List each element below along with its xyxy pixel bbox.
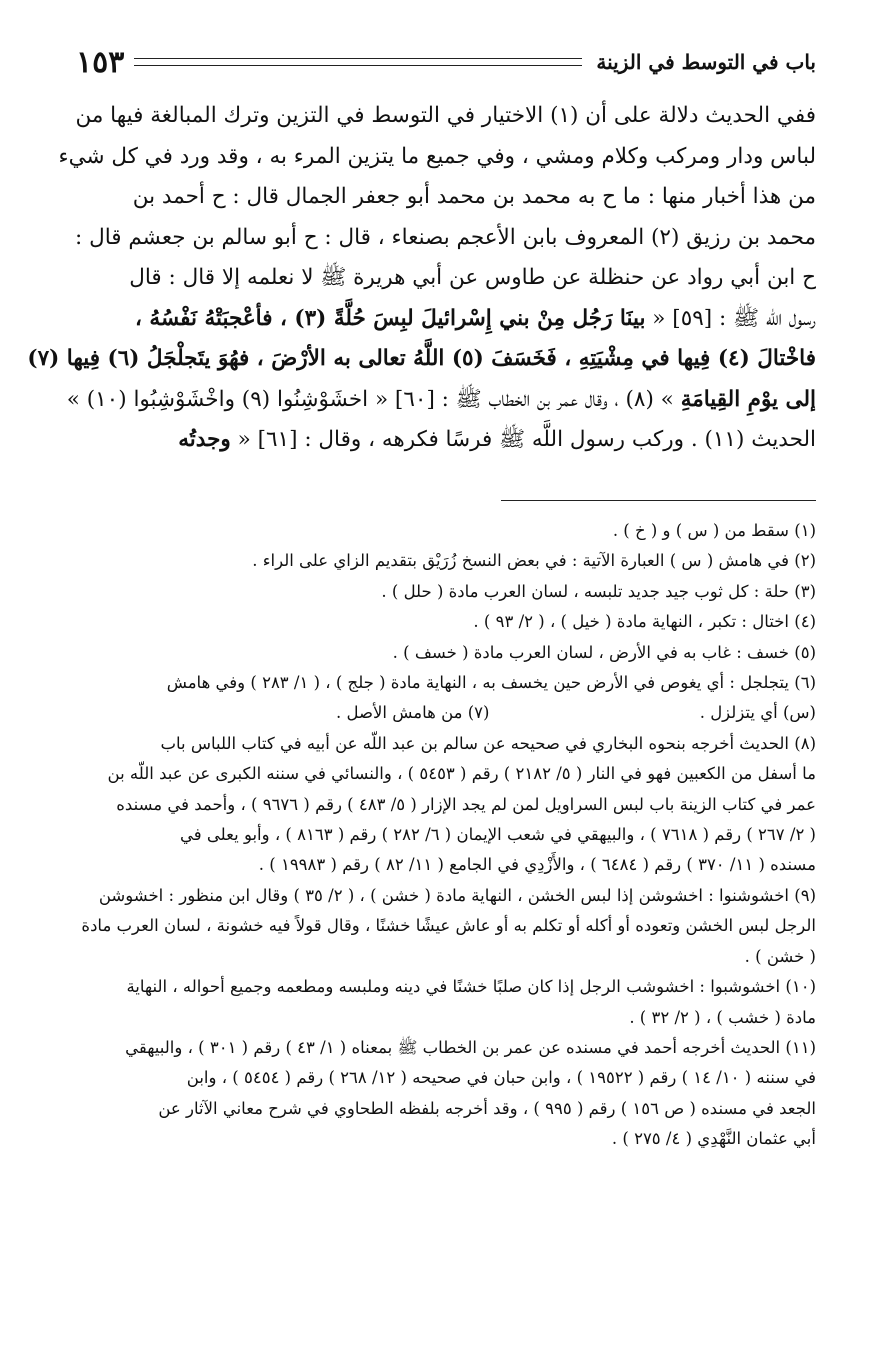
text-run: » (٨) ، وقال عمر بن الخطاب ﷺ : [٦٠] « اخشَوْشِنُوا (٩) واخْشَوْشِبُوا (١٠) » <box>66 386 674 412</box>
footnote-line: الرجل لبس الخشن وتعوده أو أكله أو تكلم به أو عاش عيشًا خشنًا ، وقال قولاً فيه خشونة ، لسان العرب مادة <box>81 916 816 936</box>
hadith-text: إلى يوْمِ القِيامَةِ <box>680 386 816 412</box>
footnote-line: (٦) يتجلجل : أي يغوص في الأرض حين يخسف به ، النهاية مادة ( جلج ) ، ( ١/ ٢٨٣ ) وفي هامش <box>166 673 816 693</box>
text-line <box>76 299 816 340</box>
hadith-text: بينَا رَجُل مِنْ بني إِسْرائيلَ لبِسَ حُلَّةً (٣) ، فأعْجبَتْهُ نَفْسُهُ ، <box>135 305 646 331</box>
footnote-line: (١٠) اخشوشبوا : اخشوشب الرجل إذا كان صلبًا خشنًا في دينه وملبسه ومطعمه وجميع أحواله ، النهاية <box>126 977 816 997</box>
footnote-line: ( خشن ) . <box>744 946 816 966</box>
text-line <box>76 420 816 461</box>
footnote-line: ما أسفل من الكعبين فهو في النار ( ٥/ ٢١٨٢ ) رقم ( ٥٤٥٣ ) ، والنسائي في سننه الكبرى عن عبد اللّه بن <box>107 764 816 784</box>
footnote-line: (٨) الحديث أخرجه بنحوه البخاري في صحيحه عن سالم بن عبد اللّه عن أبيه في كتاب اللباس باب <box>160 733 816 753</box>
footnote-line: (٢) في هامش ( س ) العبارة الآتية : في بعض النسخ زُرَيْق بتقديم الزاي على الراء . <box>252 551 816 571</box>
text-line: محمد بن رزيق (٢) المعروف بابن الأعجم بصنعاء ، قال : ح أبو سالم بن جعشم قال : <box>75 224 816 250</box>
hadith-text-line: فاخْتالَ (٤) فِيها في مِشْيَتِهِ ، فَخَسَفَ (٥) اللَّهُ تعالى به الأرْضَ ، فهُوَ يتَجلْجَلُ (٦) فِيها (٧) <box>27 346 816 371</box>
footnote-line: (٤) اختال : تكبر ، النهاية مادة ( خيل ) ، ( ٢/ ٩٣ ) . <box>473 612 816 632</box>
running-header <box>76 42 816 82</box>
footnote-line: عمر في كتاب الزينة باب لبس السراويل لمن لم يجد الإزار ( ٥/ ٤٨٣ ) رقم ( ٩٦٧٦ ) ، وأحمد في مسنده <box>116 794 816 814</box>
footnote-line: في سننه ( ١٠/ ١٤ ) رقم ( ١٩٥٢٢ ) ، وابن حبان في صحيحه ( ١٢/ ٢٦٨ ) رقم ( ٥٤٥٤ ) ، وابن <box>186 1068 816 1088</box>
text-line <box>66 380 816 421</box>
footnote-line: مسنده ( ١١/ ٣٧٠ ) رقم ( ٦٤٨٤ ) ، والأَزْدِي في الجامع ( ١١/ ٨٢ ) رقم ( ١٩٩٨٣ ) . <box>258 855 816 875</box>
footnote-segment: (٧) من هامش الأصل . <box>336 703 490 723</box>
footnote-line: (٥) خسف : غاب به في الأرض ، لسان العرب مادة ( خسف ) . <box>392 642 816 662</box>
text-line: لباس ودار ومركب وكلام ومشي ، وفي جميع ما يتزين المرء به ، وقد ورد في كل شيء <box>58 143 816 169</box>
footnote-line: (٩) اخشوشنوا : اخشوشن إذا لبس الخشن ، النهاية مادة ( خشن ) ، ( ٢/ ٣٥ ) وقال ابن منظور : اخشوشن <box>98 885 816 905</box>
footnote-line: مادة ( خشب ) ، ( ٢/ ٣٢ ) . <box>629 1007 816 1027</box>
footnote-line: الجعد في مسنده ( ص ١٥٦ ) رقم ( ٩٩٥ ) ، وقد أخرجه بلفظه الطحاوي في شرح معاني الآثار عن <box>158 1098 816 1118</box>
hadith-text: وجدتُه <box>178 427 231 452</box>
text-run: رسول اللّه ﷺ : [٥٩] « <box>652 305 816 331</box>
footnote-line: أبي عثمان النَّهْدِي ( ٤/ ٢٧٥ ) . <box>611 1129 816 1149</box>
footnote-line: (١١) الحديث أخرجه أحمد في مسنده عن عمر بن الخطاب ﷺ بمعناه ( ١/ ٤٣ ) رقم ( ٣٠١ ) ، والبيهقي <box>125 1037 816 1057</box>
footnote-line: (٣) حلة : كل ثوب جيد جديد تلبسه ، لسان العرب مادة ( حلل ) . <box>381 581 816 601</box>
footnote-divider <box>501 500 816 501</box>
text-line: ففي الحديث دلالة على أن (١) الاختيار في التوسط في التزين وترك المبالغة فيها من <box>75 103 816 128</box>
footnote-segment: (س) أي يتزلزل . <box>699 703 816 723</box>
chapter-title: باب في التوسط في الزينة <box>596 50 816 74</box>
footnotes <box>76 516 816 1155</box>
footnote-line <box>76 698 816 728</box>
header-double-rule <box>134 58 582 66</box>
main-text <box>27 96 816 461</box>
footnote-line: (١) سقط من ( س ) و ( خ ) . <box>612 521 816 540</box>
text-line: من هذا أخبار منها : ما ح به محمد بن محمد أبو جعفر الجمال قال : ح أحمد بن <box>132 184 816 209</box>
footnote-line: ( ٢/ ٢٦٧ ) رقم ( ٧٦١٨ ) ، والبيهقي في شعب الإيمان ( ٦/ ٢٨٢ ) رقم ( ٨١٦٣ ) ، وأبو يعلى في <box>180 825 816 845</box>
text-run: الحديث (١١) . وركب رسول اللَّه ﷺ فرسًا فكرهه ، وقال : [٦١] « <box>237 427 816 452</box>
page-number: ١٥٣ <box>76 44 125 80</box>
text-line: ح ابن أبي رواد عن حنظلة عن طاوس عن أبي هريرة ﷺ لا نعلمه إلا قال : قال <box>129 265 816 290</box>
